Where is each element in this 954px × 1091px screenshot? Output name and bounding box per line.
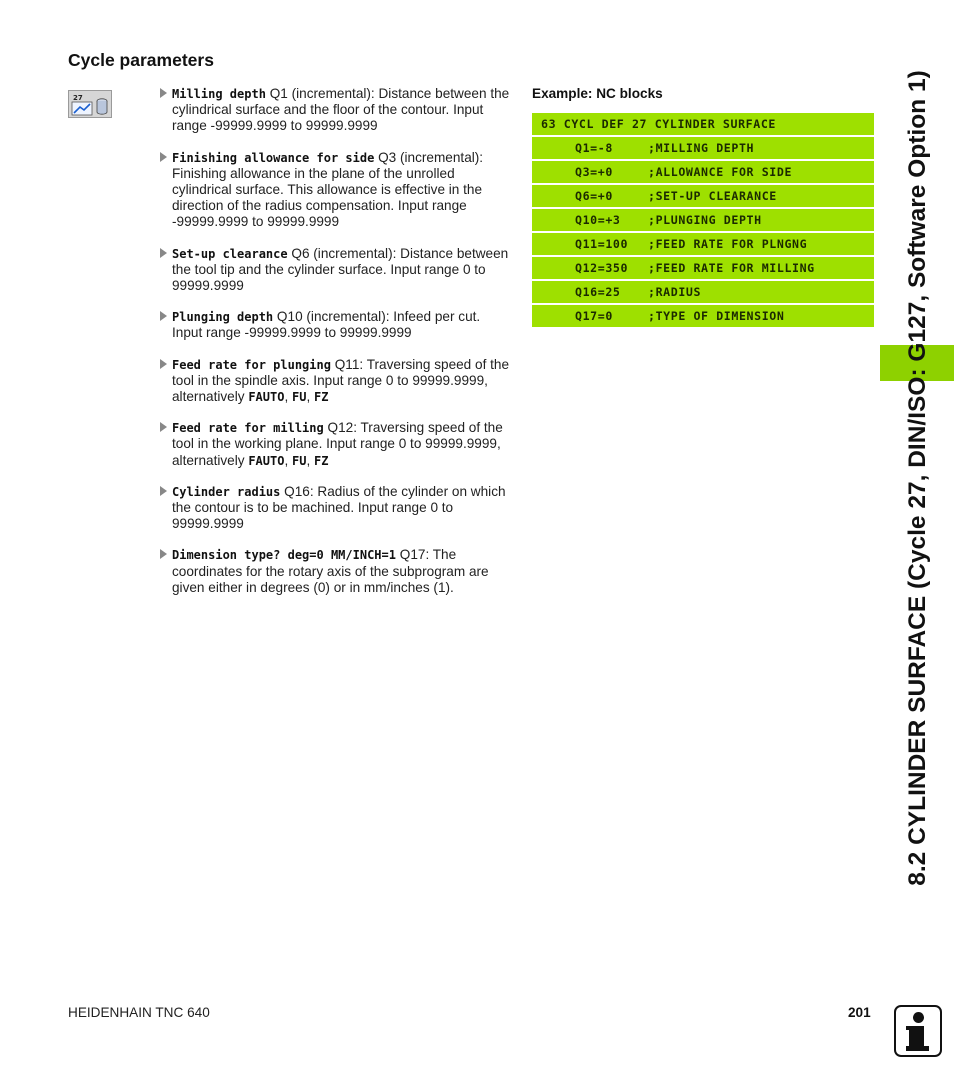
arrow-icon	[160, 549, 167, 559]
nc-param: Q11=100	[575, 237, 629, 251]
param-description: Q10 (incremental): Infeed per cut. Input range -99999.9999 to 99999.9999	[172, 309, 481, 341]
arrow-icon	[160, 311, 167, 321]
nc-comment: ;FEED RATE FOR PLNGNG	[648, 237, 808, 251]
nc-block-listing	[532, 113, 874, 329]
nc-param: Q10=+3	[575, 213, 621, 227]
param-name: Feed rate for plunging	[172, 357, 331, 372]
param-description: Q1 (incremental): Distance between the cylindrical surface and the floor of the contour. Input range -99999.9999 to 99999.9999	[172, 86, 510, 134]
param-name: Set-up clearance	[172, 246, 288, 261]
param-name: Cylinder radius	[172, 484, 281, 499]
nc-comment: ;RADIUS	[648, 285, 702, 299]
nc-block-row	[532, 233, 874, 255]
param-name: Milling depth	[172, 87, 266, 101]
example-title: Example: NC blocks	[532, 86, 663, 101]
param-description: Q3 (incremental): Finishing allowance in the plane of the unrolled cylindrical surface. This allowance is effective in the direction of the radius compensation. Input range -99999.9999 to 99999.9999	[172, 149, 484, 230]
nc-block-row	[532, 257, 874, 279]
param-dimension-type	[160, 547, 512, 596]
parameter-list	[160, 86, 512, 611]
cycle-27-cylinder-surface-icon	[68, 90, 112, 118]
option-fz: FZ	[314, 390, 329, 405]
nc-block-row	[532, 185, 874, 207]
nc-param: Q17=0	[575, 309, 613, 323]
cycle-number-label: 27	[73, 94, 83, 102]
param-description: Q6 (incremental): Distance between the tool tip and the cylinder surface. Input range 0 to 99999.9999	[172, 245, 509, 294]
arrow-icon	[160, 88, 167, 98]
nc-comment: ;PLUNGING DEPTH	[648, 213, 762, 227]
nc-block-row	[532, 137, 874, 159]
page-number: 201	[848, 1005, 871, 1020]
param-name: Plunging depth	[172, 310, 274, 325]
param-feed-rate-milling: Feed rate for milling Q12: Traversing speed of the tool in the working plane. Input range 0 to 99999.9999, alternatively FAUTO, FU, FZ	[160, 420, 512, 469]
nc-block-row	[532, 305, 874, 327]
nc-comment: ;TYPE OF DIMENSION	[648, 309, 785, 323]
nc-param: Q1=-8	[575, 141, 613, 155]
nc-block-row	[532, 281, 874, 303]
footer-product: HEIDENHAIN TNC 640	[68, 1005, 210, 1020]
info-icon	[894, 1005, 942, 1057]
param-description: Q17: The coordinates for the rotary axis of the subprogram are given either in degrees (0) or in mm/inches (1).	[172, 547, 489, 595]
nc-param: Q6=+0	[575, 189, 613, 203]
arrow-icon	[160, 248, 167, 258]
param-feed-rate-plunging: Feed rate for plunging Q11: Traversing speed of the tool in the spindle axis. Input range 0 to 99999.9999, alternatively FAUTO, FU, FZ	[160, 357, 512, 406]
param-description: Q16: Radius of the cylinder on which the contour is to be machined. Input range 0 to 99999.9999	[172, 483, 506, 532]
arrow-icon	[160, 486, 167, 496]
nc-comment: ;FEED RATE FOR MILLING	[648, 261, 815, 275]
option-fz: FZ	[314, 453, 329, 468]
arrow-icon	[160, 359, 167, 369]
param-name: Feed rate for milling	[172, 421, 324, 436]
param-description: Q11: Traversing speed of the tool in the spindle axis. Input range 0 to 99999.9999, alternatively	[172, 356, 510, 405]
nc-block-header: 63 CYCL DEF 27 CYLINDER SURFACE	[532, 113, 874, 135]
nc-block-row	[532, 209, 874, 231]
param-milling-depth	[160, 86, 512, 135]
nc-param: Q3=+0	[575, 165, 613, 179]
arrow-icon	[160, 152, 167, 162]
option-fauto: FAUTO	[248, 453, 285, 468]
nc-block-row	[532, 161, 874, 183]
param-name: Dimension type? deg=0 MM/INCH=1	[172, 548, 396, 563]
nc-comment: ;ALLOWANCE FOR SIDE	[648, 165, 793, 179]
param-description: Q12: Traversing speed of the tool in the working plane. Input range 0 to 99999.9999, alternatively	[172, 420, 503, 468]
arrow-icon	[160, 422, 167, 432]
chapter-title: 8.2 CYLINDER SURFACE (Cycle 27, DIN/ISO: G127, Software Option 1)	[904, 70, 931, 886]
param-cylinder-radius	[160, 484, 512, 533]
param-finishing-allowance	[160, 150, 512, 231]
option-fauto: FAUTO	[248, 390, 285, 405]
option-fu: FU	[292, 390, 307, 405]
param-setup-clearance	[160, 246, 512, 295]
param-name: Finishing allowance for side	[172, 150, 375, 165]
option-fu: FU	[292, 453, 307, 468]
nc-param: Q12=350	[575, 261, 629, 275]
nc-comment: ;MILLING DEPTH	[648, 141, 755, 155]
param-plunging-depth	[160, 309, 512, 341]
nc-comment: ;SET-UP CLEARANCE	[648, 189, 777, 203]
nc-param: Q16=25	[575, 285, 621, 299]
section-title: Cycle parameters	[68, 50, 214, 70]
